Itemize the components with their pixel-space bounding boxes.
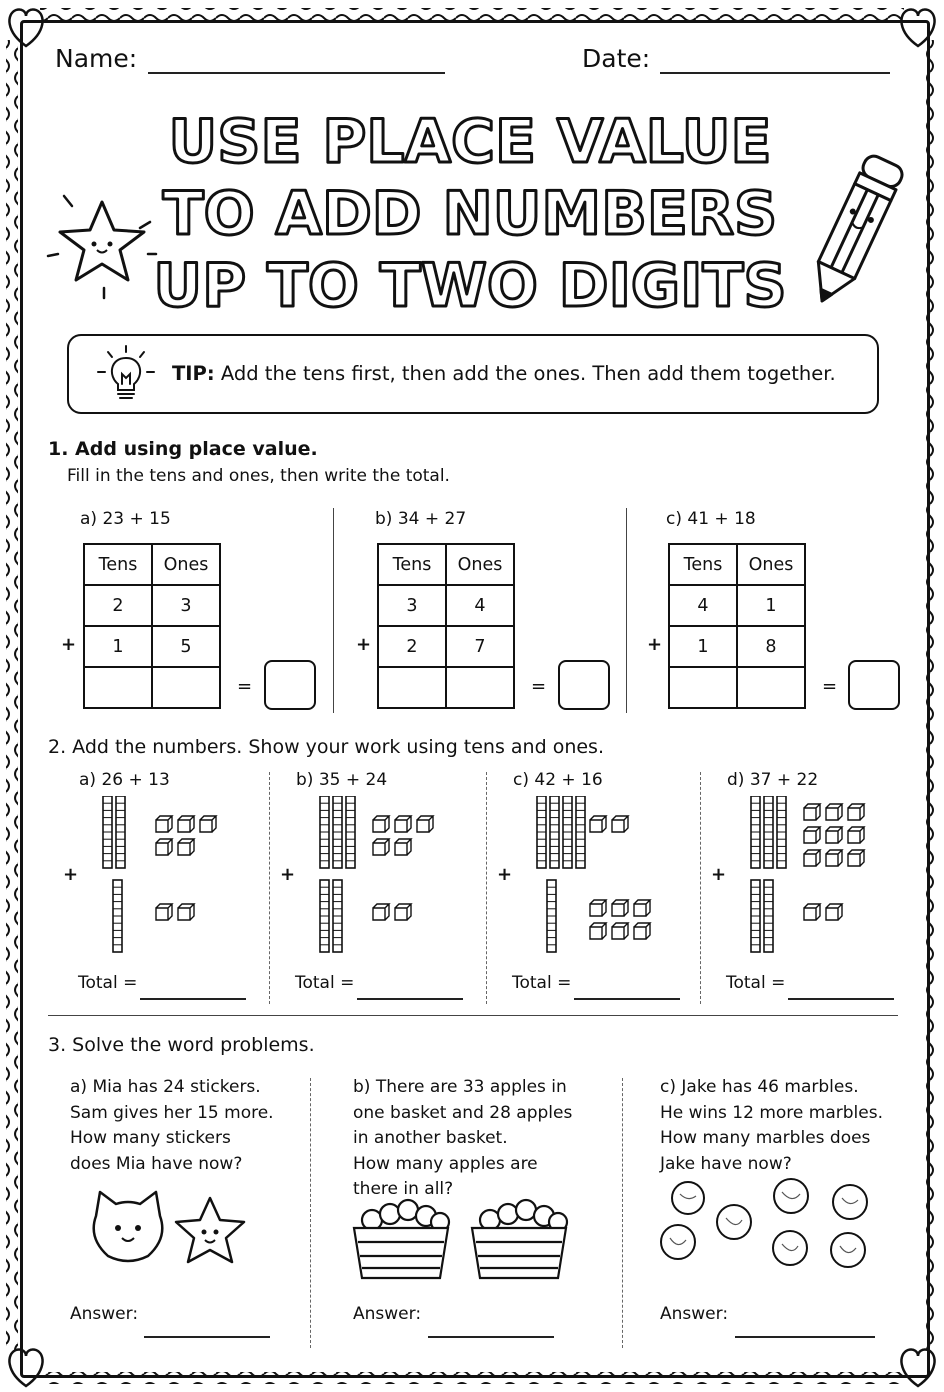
svg-text:TO ADD NUMBERS: TO ADD NUMBERS — [162, 179, 778, 249]
one-cube-icon — [156, 816, 172, 832]
divider — [700, 772, 701, 1004]
total-answer-field[interactable] — [574, 998, 680, 1000]
tens-cell: 1 — [669, 626, 737, 667]
base-ten-blocks — [98, 796, 278, 966]
word-problem-b: b) There are 33 apples in one basket and 28 apples in another basket. How many apples are there in all? — [353, 1077, 573, 1199]
plus-sign: + — [280, 864, 296, 885]
name-label: Name: — [55, 44, 138, 73]
s1-answer-box-a[interactable] — [264, 660, 316, 710]
date-field[interactable] — [660, 72, 890, 74]
total-label: Total = — [295, 973, 355, 993]
ten-rod-icon — [576, 796, 585, 868]
s1-answer-box-b[interactable] — [558, 660, 610, 710]
ones-header: Ones — [446, 544, 514, 585]
tens-cell: 4 — [669, 585, 737, 626]
ones-cell: 7 — [446, 626, 514, 667]
page-title — [110, 100, 830, 320]
plus-sign: + — [356, 634, 372, 655]
one-cube-icon — [395, 904, 411, 920]
word-problem-a: a) Mia has 24 stickers. Sam gives her 15 more. How many stickers does Mia have now? — [70, 1077, 274, 1174]
answer-field-b[interactable] — [428, 1336, 554, 1338]
base-ten-blocks — [315, 796, 495, 966]
ones-answer-cell[interactable] — [446, 667, 514, 708]
answer-field-a[interactable] — [144, 1336, 270, 1338]
ten-rod-icon — [333, 880, 342, 952]
one-cube-icon — [848, 850, 864, 866]
one-cube-icon — [634, 900, 650, 916]
one-cube-icon — [804, 904, 820, 920]
ten-rod-icon — [563, 796, 572, 868]
basket-icon — [354, 1200, 449, 1278]
one-cube-icon — [590, 923, 606, 939]
total-label: Total = — [78, 973, 138, 993]
section2-title: 2. Add the numbers. Show your work using tens and ones. — [48, 736, 604, 758]
sticker-icons — [88, 1188, 258, 1268]
one-cube-icon — [804, 827, 820, 843]
ten-rod-icon — [764, 880, 773, 952]
equals-sign: = — [822, 676, 838, 697]
base-ten-blocks — [532, 796, 712, 966]
date-label: Date: — [582, 44, 651, 73]
plus-sign: + — [711, 864, 727, 885]
ones-cell: 4 — [446, 585, 514, 626]
one-cube-icon — [590, 900, 606, 916]
ten-rod-icon — [113, 880, 122, 952]
tens-answer-cell[interactable] — [84, 667, 152, 708]
one-cube-icon — [156, 904, 172, 920]
s1-problem-c-label: c) 41 + 18 — [666, 509, 756, 529]
ten-rod-icon — [764, 796, 773, 868]
one-cube-icon — [156, 839, 172, 855]
one-cube-icon — [373, 839, 389, 855]
answer-label: Answer: — [353, 1304, 422, 1324]
lightbulb-icon — [96, 344, 160, 404]
word-problem-c: c) Jake has 46 marbles. He wins 12 more marbles. How many marbles does Jake have now? — [660, 1077, 883, 1174]
ten-rod-icon — [547, 880, 556, 952]
tip-text: TIP: Add the tens first, then add the ones. Then add them together. — [172, 362, 836, 385]
star-mascot-icon — [44, 188, 164, 303]
s1-place-value-table-c — [668, 543, 806, 709]
one-cube-icon — [848, 804, 864, 820]
one-cube-icon — [373, 816, 389, 832]
one-cube-icon — [826, 827, 842, 843]
tens-answer-cell[interactable] — [669, 667, 737, 708]
one-cube-icon — [178, 816, 194, 832]
one-cube-icon — [395, 839, 411, 855]
s2-problem-label: b) 35 + 24 — [296, 770, 388, 790]
ten-rod-icon — [751, 880, 760, 952]
tens-cell: 1 — [84, 626, 152, 667]
section3-title: 3. Solve the word problems. — [48, 1034, 315, 1056]
ten-rod-icon — [346, 796, 355, 868]
tens-cell: 2 — [378, 626, 446, 667]
s1-problem-b-label: b) 34 + 27 — [375, 509, 467, 529]
divider — [269, 772, 270, 1004]
apple-baskets-icon — [352, 1198, 572, 1284]
divider — [310, 1078, 311, 1348]
ten-rod-icon — [550, 796, 559, 868]
ones-cell: 3 — [152, 585, 220, 626]
one-cube-icon — [417, 816, 433, 832]
ones-header: Ones — [737, 544, 805, 585]
tens-header: Tens — [378, 544, 446, 585]
ten-rod-icon — [116, 796, 125, 868]
tens-header: Tens — [669, 544, 737, 585]
marbles-icon — [656, 1178, 876, 1278]
total-answer-field[interactable] — [788, 998, 894, 1000]
one-cube-icon — [178, 839, 194, 855]
basket-icon — [472, 1200, 567, 1278]
ones-answer-cell[interactable] — [152, 667, 220, 708]
ones-cell: 5 — [152, 626, 220, 667]
ten-rod-icon — [777, 796, 786, 868]
one-cube-icon — [612, 816, 628, 832]
one-cube-icon — [612, 923, 628, 939]
divider — [48, 1015, 898, 1016]
divider — [486, 772, 487, 1004]
equals-sign: = — [237, 676, 253, 697]
tens-header: Tens — [84, 544, 152, 585]
answer-field-c[interactable] — [735, 1336, 875, 1338]
one-cube-icon — [826, 850, 842, 866]
answer-label: Answer: — [660, 1304, 729, 1324]
one-cube-icon — [826, 904, 842, 920]
one-cube-icon — [395, 816, 411, 832]
one-cube-icon — [804, 850, 820, 866]
s1-answer-box-c[interactable] — [848, 660, 900, 710]
ones-header: Ones — [152, 544, 220, 585]
tens-cell: 3 — [378, 585, 446, 626]
section1-title: 1. Add using place value. — [48, 438, 318, 460]
one-cube-icon — [634, 923, 650, 939]
plus-sign: + — [647, 634, 663, 655]
s1-place-value-table-a — [83, 543, 221, 709]
pencil-mascot-icon — [800, 148, 910, 313]
plus-sign: + — [497, 864, 513, 885]
cat-sticker-icon — [94, 1192, 163, 1261]
one-cube-icon — [178, 904, 194, 920]
ten-rod-icon — [103, 796, 112, 868]
s1-problem-a-label: a) 23 + 15 — [80, 509, 171, 529]
divider — [333, 508, 334, 713]
total-label: Total = — [512, 973, 572, 993]
name-field[interactable] — [148, 72, 445, 74]
one-cube-icon — [826, 804, 842, 820]
s2-problem-label: d) 37 + 22 — [727, 770, 819, 790]
divider — [626, 508, 627, 713]
one-cube-icon — [804, 804, 820, 820]
total-answer-field[interactable] — [140, 998, 246, 1000]
section1-subtitle: Fill in the tens and ones, then write the total. — [67, 466, 450, 486]
plus-sign: + — [61, 634, 77, 655]
one-cube-icon — [848, 827, 864, 843]
ten-rod-icon — [320, 796, 329, 868]
total-answer-field[interactable] — [357, 998, 463, 1000]
ones-answer-cell[interactable] — [737, 667, 805, 708]
ten-rod-icon — [333, 796, 342, 868]
tens-cell: 2 — [84, 585, 152, 626]
s2-problem-label: a) 26 + 13 — [79, 770, 170, 790]
one-cube-icon — [373, 904, 389, 920]
one-cube-icon — [200, 816, 216, 832]
answer-label: Answer: — [70, 1304, 139, 1324]
svg-text:UP TO TWO DIGITS: UP TO TWO DIGITS — [153, 251, 787, 320]
equals-sign: = — [531, 676, 547, 697]
s2-problem-label: c) 42 + 16 — [513, 770, 603, 790]
total-label: Total = — [726, 973, 786, 993]
ten-rod-icon — [751, 796, 760, 868]
base-ten-blocks — [746, 796, 926, 966]
ten-rod-icon — [320, 880, 329, 952]
ones-cell: 1 — [737, 585, 805, 626]
ones-cell: 8 — [737, 626, 805, 667]
ten-rod-icon — [537, 796, 546, 868]
svg-text:USE PLACE VALUE: USE PLACE VALUE — [168, 107, 772, 177]
s1-place-value-table-b — [377, 543, 515, 709]
star-sticker-icon — [176, 1198, 244, 1262]
tens-answer-cell[interactable] — [378, 667, 446, 708]
one-cube-icon — [612, 900, 628, 916]
one-cube-icon — [590, 816, 606, 832]
divider — [622, 1078, 623, 1348]
plus-sign: + — [63, 864, 79, 885]
